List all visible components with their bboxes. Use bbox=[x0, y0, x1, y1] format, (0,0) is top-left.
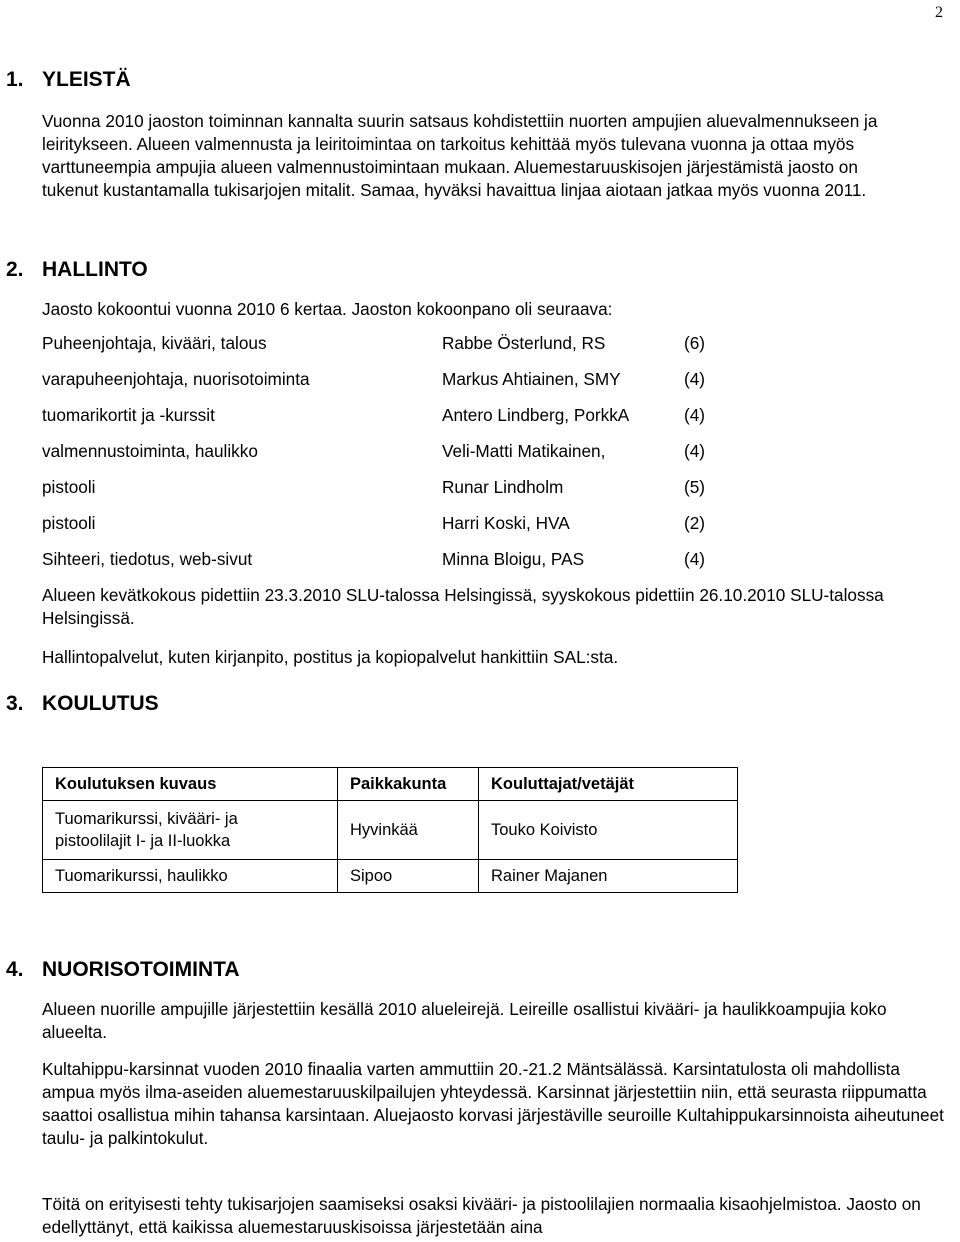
table-header-row bbox=[43, 768, 738, 801]
column-header-location: Paikkakunta bbox=[338, 768, 479, 801]
member-role: pistooli bbox=[42, 513, 96, 533]
member-name: Runar Lindholm bbox=[442, 477, 564, 497]
cell-trainer: Touko Koivisto bbox=[479, 801, 738, 860]
training-table bbox=[42, 767, 738, 893]
member-count: (5) bbox=[684, 477, 706, 497]
member-name: Antero Lindberg, PorkkA bbox=[442, 405, 630, 425]
section-heading-koulutus bbox=[6, 692, 159, 716]
nuoriso-paragraph-1: Alueen nuorille ampujille järjestettiin kesällä 2010 alueleirejä. Leireille osallistui kivääri- ja haulikkoampujia koko alueelta. bbox=[42, 999, 887, 1042]
table-row bbox=[43, 801, 738, 860]
member-role: tuomarikortit ja -kurssit bbox=[42, 405, 215, 425]
section-number: 3. bbox=[6, 692, 24, 715]
section-heading-yleista bbox=[6, 68, 131, 92]
nuoriso-paragraph-3: Töitä on erityisesti tehty tukisarjojen saamiseksi osaksi kivääri- ja pistoolilajien normaalia kisaohjelmistoa. Jaosto on edellyttänyt, että kaikissa aluemestaruuskisoissa järjestetään aina bbox=[42, 1194, 921, 1237]
table-row bbox=[43, 860, 738, 893]
member-role: pistooli bbox=[42, 477, 96, 497]
cell-description-line: pistoolilajit I- ja II-luokka bbox=[55, 832, 231, 850]
member-name: Minna Bloigu, PAS bbox=[442, 549, 585, 569]
section-heading-nuorisotoiminta bbox=[6, 958, 240, 982]
nuoriso-paragraph-2: Kultahippu-karsinnat vuoden 2010 finaalia varten ammuttiin 20.-21.2 Mäntsälässä. Karsintatulosta oli mahdollista ampua myös ilma-aseiden aluemestaruuskilpailujen yhteydessä. Karsinnat järjestettiin niin, että seurasta riippumatta saattoi osallistua mihin tahansa karsintaan. Aluejaosto korvasi järjestäville seuroille Kultahippukarsinnoista aiheutuneet taulu- ja palkintokulut. bbox=[42, 1059, 944, 1148]
member-name: Harri Koski, HVA bbox=[442, 513, 570, 533]
member-name: Rabbe Österlund, RS bbox=[442, 333, 606, 353]
member-count: (4) bbox=[684, 441, 706, 461]
member-count: (6) bbox=[684, 333, 706, 353]
member-count: (4) bbox=[684, 369, 706, 389]
column-header-description: Koulutuksen kuvaus bbox=[43, 768, 338, 801]
member-role: valmennustoiminta, haulikko bbox=[42, 441, 258, 461]
section-title: NUORISOTOIMINTA bbox=[42, 958, 240, 981]
section-number: 4. bbox=[6, 958, 24, 981]
meetings-paragraph: Alueen kevätkokous pidettiin 23.3.2010 SLU-talossa Helsingissä, syyskokous pidettiin 26.10.2010 SLU-talossa Helsingissä. bbox=[42, 585, 884, 628]
cell-location: Sipoo bbox=[338, 860, 479, 893]
section-title: HALLINTO bbox=[42, 258, 148, 281]
section-heading-hallinto bbox=[6, 258, 148, 282]
hallinto-intro: Jaosto kokoontui vuonna 2010 6 kertaa. Jaoston kokoonpano oli seuraava: bbox=[42, 299, 613, 319]
cell-location: Hyvinkää bbox=[338, 801, 479, 860]
section-number: 2. bbox=[6, 258, 24, 281]
member-count: (4) bbox=[684, 405, 706, 425]
member-count: (2) bbox=[684, 513, 706, 533]
section-title: YLEISTÄ bbox=[42, 68, 131, 91]
cell-description-line: Tuomarikurssi, kivääri- ja bbox=[55, 810, 238, 828]
column-header-trainers: Kouluttajat/vetäjät bbox=[479, 768, 738, 801]
section-title: KOULUTUS bbox=[42, 692, 159, 715]
cell-description bbox=[43, 801, 338, 860]
yleista-paragraph: Vuonna 2010 jaoston toiminnan kannalta suurin satsaus kohdistettiin nuorten ampujien aluevalmennukseen ja leiritykseen. Alueen valmennusta ja leiritoimintaa on tarkoitus kehittää myös tulevana vuonna ja ottaa myös varttuneempia ampujia alueen valmennustoimintaan mukaan. Aluemestaruuskisojen järjestämistä jaosto on tukenut kustantamalla tukisarjojen mitalit. Samaa, hyväksi havaittua linjaa aiotaan jatkaa myös vuonna 2011. bbox=[42, 111, 878, 200]
member-role: varapuheenjohtaja, nuorisotoiminta bbox=[42, 369, 310, 389]
member-name: Veli-Matti Matikainen, bbox=[442, 441, 606, 461]
services-paragraph: Hallintopalvelut, kuten kirjanpito, postitus ja kopiopalvelut hankittiin SAL:sta. bbox=[42, 647, 619, 667]
member-role: Puheenjohtaja, kivääri, talous bbox=[42, 333, 267, 353]
member-name: Markus Ahtiainen, SMY bbox=[442, 369, 621, 389]
cell-description: Tuomarikurssi, haulikko bbox=[43, 860, 338, 893]
section-number: 1. bbox=[6, 68, 24, 91]
cell-trainer: Rainer Majanen bbox=[479, 860, 738, 893]
member-role: Sihteeri, tiedotus, web-sivut bbox=[42, 549, 253, 569]
page-number: 2 bbox=[935, 4, 943, 21]
member-count: (4) bbox=[684, 549, 706, 569]
